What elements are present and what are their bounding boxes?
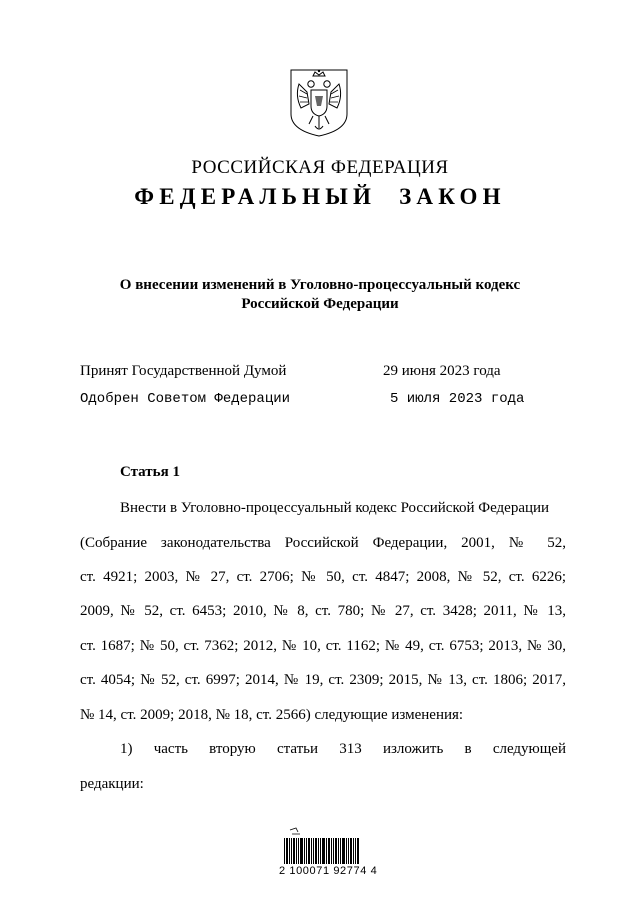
coat-of-arms-emblem [287, 66, 351, 138]
article-line-5: ст. 1687; № 50, ст. 7362; 2012, № 10, ст. 1162; № 49, ст. 6753; 2013, № 30, [80, 638, 566, 654]
council-approval-date: 5 июля 2023 года [390, 391, 525, 407]
law-title [0, 276, 640, 314]
law-type-heading: ФЕДЕРАЛЬНЫЙ ЗАКОН [134, 184, 506, 209]
article-line-2: (Собрание законодательства Российской Федерации, 2001, № 52, [80, 535, 566, 551]
article-heading: Статья 1 [120, 464, 180, 480]
barcode-number: 2 100071 92774 4 [279, 865, 378, 877]
article-line-1: Внести в Уголовно-процессуальный кодекс Российской Федерации [120, 500, 550, 516]
country-name: РОССИЙСКАЯ ФЕДЕРАЦИЯ [191, 157, 449, 178]
article-line-3: ст. 4921; 2003, № 27, ст. 2706; № 50, ст. 4847; 2008, № 52, ст. 6226; [80, 569, 566, 585]
item-1-line-2: редакции: [80, 776, 144, 792]
council-approval-label: Одобрен Советом Федерации [80, 391, 291, 407]
duma-adoption-date: 29 июня 2023 года [383, 363, 501, 379]
article-line-4: 2009, № 52, ст. 6453; 2010, № 8, ст. 780; № 27, ст. 3428; 2011, № 13, [80, 603, 566, 619]
article-line-7: № 14, ст. 2009; 2018, № 18, ст. 2566) следующие изменения: [80, 707, 464, 723]
item-1-line-1: 1) часть вторую статьи 313 изложить в следующей [120, 741, 566, 757]
article-line-6: ст. 4054; № 52, ст. 6997; 2014, № 19, ст. 2309; 2015, № 13, ст. 1806; 2017, [80, 672, 566, 688]
duma-adoption-label: Принят Государственной Думой [80, 363, 287, 379]
law-title-line-2: Российской Федерации [241, 296, 399, 312]
law-title-line-1: О внесении изменений в Уголовно-процессуальный кодекс [119, 277, 521, 293]
